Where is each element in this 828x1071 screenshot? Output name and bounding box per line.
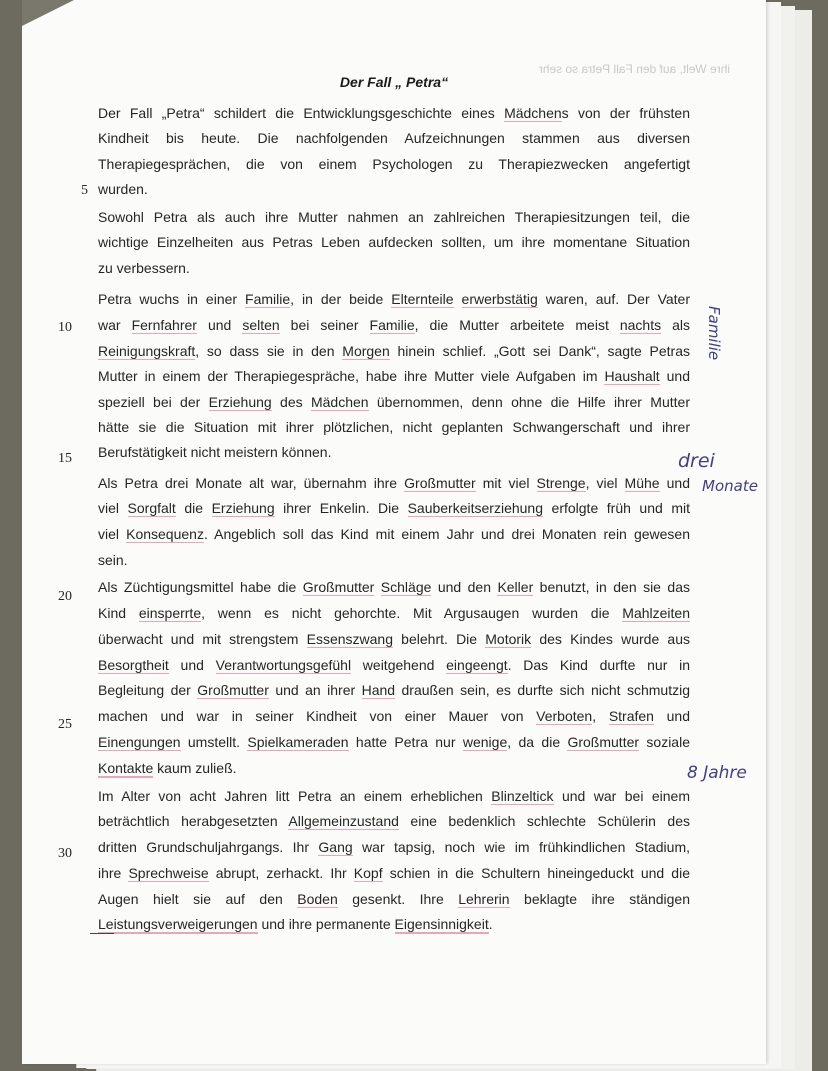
text-line: Als Züchtigungsmittel habe die Großmutter Schläge und den Keller benutzt, in den sie das [98, 579, 690, 595]
highlighted-word: Gang [318, 839, 353, 855]
highlighted-word: Leistungsverweigerungen [98, 916, 258, 932]
highlighted-word: Sprechweise [128, 865, 209, 881]
highlighted-word: Mahlzeiten [622, 605, 690, 621]
text-line: dritten Grundschuljahrgangs. Ihr Gang war tapsig, noch wie im frühkindlichen Stadium, [98, 839, 690, 855]
highlighted-word: Besorgtheit [98, 657, 169, 673]
text-line: Augen hielt sie auf den Boden gesenkt. Ihre Lehrerin beklagte ihre ständigen [98, 891, 690, 907]
highlighted-word: Allgemeinzustand [288, 813, 399, 829]
highlighted-word: Haushalt [604, 368, 660, 384]
text-line: Besorgtheit und Verantwortungsgefühl weitgehend eingeengt. Das Kind durfte nur in [98, 657, 690, 673]
highlighted-word: Familie [245, 291, 291, 307]
highlighted-word: Lehrerin [458, 891, 510, 907]
highlighted-word: Großmutter [302, 579, 375, 595]
margin-note-acht-jahre: 8 Jahre [687, 763, 747, 783]
highlighted-word: Mädchen [310, 394, 369, 410]
text-line: zu verbessern. [98, 260, 190, 276]
text-line: viel Konsequenz. Angeblich soll das Kind mit einem Jahr und drei Monaten rein gewesen [98, 526, 690, 542]
show-through-text: ihre Welt, auf den Fall Petra so sehr [538, 62, 730, 76]
highlighted-word: Konsequenz [126, 526, 204, 542]
highlighted-word: Strenge [536, 475, 586, 491]
highlighted-word: Kopf [353, 865, 383, 881]
highlighted-word: Fernfahrer [131, 317, 197, 333]
highlighted-word: Einengungen [98, 734, 181, 750]
highlighted-word: wenige [462, 734, 508, 750]
highlighted-word: Kontakte [98, 760, 154, 776]
document-title: Der Fall „ Petra“ [339, 74, 449, 90]
text-line: wichtige Einzelheiten aus Petras Leben aufdecken sollten, um ihre momentane Situation [98, 234, 690, 250]
text-line: sein. [98, 552, 128, 568]
highlighted-word: Großmutter [197, 682, 269, 698]
text-line: hätte sie die Situation mit ihrer plötzlichen, nicht geplanten Schwangerschaft und ihrer [98, 419, 690, 435]
text-line: Kindheit bis heute. Die nachfolgenden Aufzeichnungen stammen aus diversen [98, 130, 690, 146]
pen-stroke [90, 933, 114, 934]
highlighted-word: Erziehung [211, 500, 275, 516]
highlighted-word: Sorgfalt [127, 500, 176, 516]
text-line: beträchtlich herabgesetzten Allgemeinzustand eine bedenklich schlechte Schülerin des [98, 813, 690, 829]
highlighted-word: Schläge [380, 579, 432, 595]
highlighted-word: eingeengt [446, 657, 508, 673]
highlighted-word: Erziehung [208, 394, 272, 410]
text-line: speziell bei der Erziehung des Mädchen übernommen, denn ohne die Hilfe ihrer Mutter [98, 394, 690, 410]
text-line: Begleitung der Großmutter und an ihrer Hand draußen sein, es durfte sich nicht schmutzig [98, 682, 690, 698]
text-line: Im Alter von acht Jahren litt Petra an einem erheblichen Blinzeltick und war bei einem [98, 788, 690, 804]
highlighted-word: Strafen [608, 708, 654, 724]
text-line: Einengungen umstellt. Spielkameraden hatte Petra nur wenige, da die Großmutter soziale [98, 734, 690, 750]
text-line: viel Sorgfalt die Erziehung ihrer Enkelin. Die Sauberkeitserziehung erfolgte früh und mit [98, 500, 690, 516]
line-number: 20 [58, 589, 72, 604]
highlighted-word: selten [242, 317, 280, 333]
text-line: Reinigungskraft, so dass sie in den Morgen hinein schlief. „Gott sei Dank“, sagte Petras [98, 343, 690, 359]
highlighted-word: Spielkameraden [247, 734, 349, 750]
highlighted-word: Boden [297, 891, 338, 907]
highlighted-word: nachts [619, 317, 662, 333]
line-number: 25 [58, 717, 72, 732]
document-page [22, 0, 766, 1064]
text-line: Petra wuchs in einer Familie, in der beide Elternteile erwerbstätig waren, auf. Der Vater [98, 291, 690, 307]
highlighted-word: erwerbstätig [461, 291, 538, 307]
text-line: Sowohl Petra als auch ihre Mutter nahmen an zahlreichen Therapiesitzungen teil, die [98, 209, 690, 225]
highlighted-word: Verboten [536, 708, 593, 724]
highlighted-word: Eigensinnigkeit [394, 916, 489, 932]
line-number: 5 [81, 183, 88, 198]
text-line: Der Fall „Petra“ schildert die Entwicklungsgeschichte eines Mädchens von der frühsten [98, 105, 690, 121]
highlighted-word: Mädchen [504, 105, 562, 121]
highlighted-word: Mühe [624, 475, 660, 491]
highlighted-word: Elternteile [391, 291, 454, 307]
text-line: wurden. [98, 181, 148, 197]
line-number: 30 [58, 846, 72, 861]
text-line: Kind einsperrte, wenn es nicht gehorchte. Mit Argusaugen wurden die Mahlzeiten [98, 605, 690, 621]
text-line: Therapiegesprächen, die von einem Psychologen zu Therapiezwecken angefertigt [98, 156, 690, 172]
text-line: Als Petra drei Monate alt war, übernahm ihre Großmutter mit viel Strenge, viel Mühe und [98, 475, 690, 491]
text-line: Leistungsverweigerungen und ihre permanente Eigensinnigkeit. [98, 916, 493, 932]
highlighted-word: Hand [361, 682, 396, 698]
highlighted-word: Reinigungskraft [98, 343, 196, 359]
margin-note-monate: Monate [702, 477, 758, 495]
corner-fold [22, 0, 74, 26]
text-line: Berufstätigkeit nicht meistern können. [98, 444, 332, 460]
highlighted-word: Großmutter [404, 475, 476, 491]
highlighted-word: Keller [497, 579, 534, 595]
highlighted-word: Großmutter [567, 734, 640, 750]
text-line: war Fernfahrer und selten bei seiner Familie, die Mutter arbeitete meist nachts als [98, 317, 690, 333]
highlighted-word: Essenszwang [306, 631, 393, 647]
highlighted-word: Sauberkeitserziehung [407, 500, 543, 516]
highlighted-word: Morgen [342, 343, 390, 359]
highlighted-word: Blinzeltick [491, 788, 554, 804]
text-line: machen und war in seiner Kindheit von einer Mauer von Verboten, Strafen und [98, 708, 690, 724]
text-line: ihre Sprechweise abrupt, zerhackt. Ihr Kopf schien in die Schultern hineingeduckt und die [98, 865, 690, 881]
line-number: 10 [58, 320, 72, 335]
margin-note-familie: Familie [705, 306, 723, 361]
margin-note-drei: drei [678, 450, 715, 472]
line-number: 15 [58, 451, 72, 466]
highlighted-word: Motorik [485, 631, 532, 647]
text-line: überwacht und mit strengstem Essenszwang belehrt. Die Motorik des Kindes wurde aus [98, 631, 690, 647]
text-line: Kontakte kaum zuließ. [98, 760, 237, 776]
text-line: Mutter in einem der Therapiegespräche, habe ihre Mutter viele Aufgaben im Haushalt und [98, 368, 690, 384]
highlighted-word: einsperrte [138, 605, 202, 621]
highlighted-word: Verantwortungsgefühl [215, 657, 352, 673]
highlighted-word: Familie [369, 317, 415, 333]
